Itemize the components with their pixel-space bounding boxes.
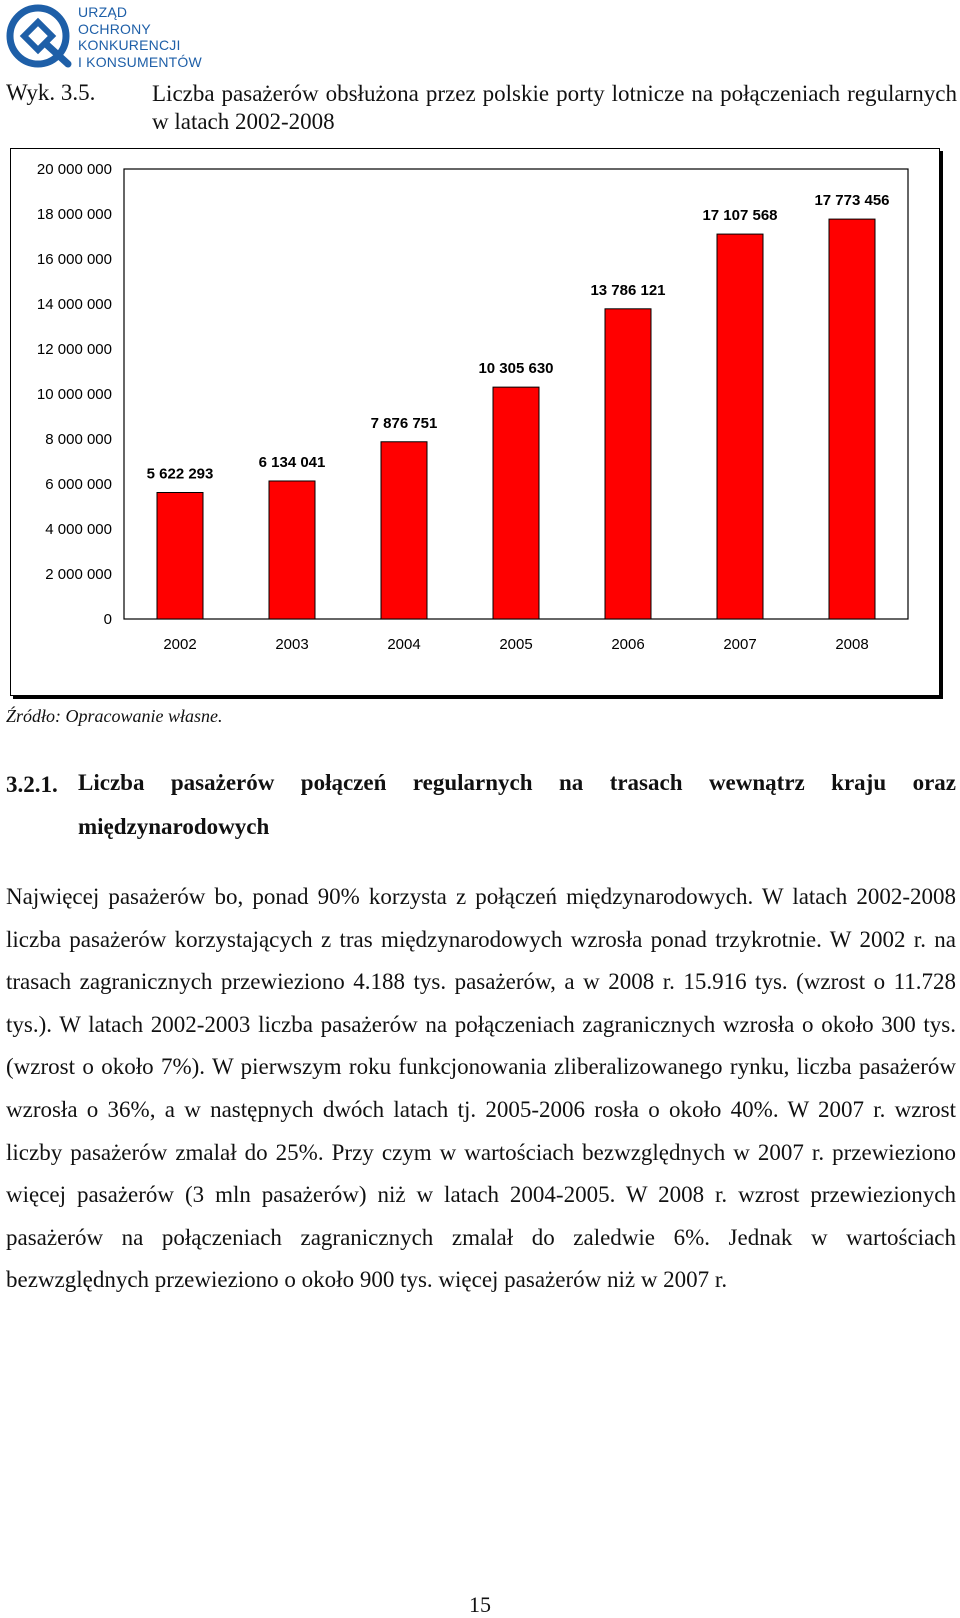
bar (717, 234, 763, 619)
bar (269, 481, 315, 619)
bar (829, 219, 875, 619)
page-number: 15 (469, 1592, 491, 1617)
y-tick-label: 6 000 000 (45, 476, 112, 493)
x-tick-label: 2007 (723, 636, 757, 653)
logo-line: I KONSUMENTÓW (78, 53, 202, 70)
bar (605, 309, 651, 619)
section-number: 3.2.1. (6, 772, 58, 797)
x-tick-label: 2002 (163, 636, 197, 653)
section-title: Liczba pasażerów połączeń regularnych na trasach wewnątrz kraju oraz międzynarodowych (78, 770, 956, 839)
uokik-logo (6, 2, 216, 70)
y-tick-label: 4 000 000 (45, 521, 112, 538)
logo-line: URZĄD (78, 4, 128, 20)
bar (157, 492, 203, 619)
y-tick-label: 20 000 000 (36, 161, 112, 178)
y-tick-label: 18 000 000 (36, 206, 112, 223)
data-label: 10 305 630 (478, 360, 554, 378)
data-label: 5 622 293 (146, 465, 214, 483)
x-tick-label: 2004 (387, 636, 421, 653)
y-tick-label: 0 (103, 611, 112, 628)
logo-text (78, 4, 202, 70)
bar (381, 442, 427, 619)
body-paragraph: Najwięcej pasażerów bo, ponad 90% korzysta z połączeń międzynarodowych. W latach 2002-2008 liczba pasażerów korzystających z tras międzynarodowych wzrosła ponad trzykrotnie. W 2002 r. na trasach zagranicznych przewieziono 4.188 tys. pasażerów, a w 2008 r. 15.916 tys. (wzrost o 11.728 tys.). W latach 2002-2003 liczba pasażerów na połączeniach zagranicznych wzrosła o około 300 tys. (wzrost o około 7%). W pierwszym roku funkcjonowania zliberalizowanego rynku, liczba pasażerów wzrosła o 36%, a w następnych dwóch latach tj. 2005-2006 rosła o około 40%. W 2007 r. wzrost liczby pasażerów zmalał do 25%. Przy czym w wartościach bezwzględnych w 2007 r. przewieziono więcej pasażerów (3 mln pasażerów) niż w latach 2004-2005. W 2008 r. wzrost przewiezionych pasażerów na połączeniach zagranicznych zmalał do zaledwie 6%. Jednak w wartościach bezwzględnych przewieziono o około 900 tys. więcej pasażerów niż w 2007 r. (6, 884, 956, 1293)
data-label: 7 876 751 (370, 414, 438, 432)
data-label: 6 134 041 (258, 453, 326, 471)
y-tick-label: 8 000 000 (45, 431, 112, 448)
data-label: 17 107 568 (702, 207, 778, 225)
x-tick-label: 2005 (499, 636, 533, 653)
y-tick-label: 10 000 000 (36, 386, 112, 403)
data-label: 13 786 121 (590, 281, 666, 299)
data-label: 17 773 456 (814, 192, 890, 210)
x-tick-label: 2008 (835, 636, 869, 653)
logo-emblem-icon (6, 2, 76, 70)
bar (493, 387, 539, 619)
y-tick-label: 16 000 000 (36, 251, 112, 268)
x-tick-label: 2006 (611, 636, 645, 653)
logo-line: KONKURENCJI (78, 37, 181, 53)
y-tick-label: 14 000 000 (36, 296, 112, 313)
logo-line: OCHRONY (78, 20, 151, 37)
x-tick-label: 2003 (275, 636, 309, 653)
chart-frame (10, 148, 940, 696)
source-note: Źródło: Opracowanie własne. (6, 706, 223, 726)
figure-title: Liczba pasażerów obsłużona przez polskie porty lotnicze na połączeniach regularnych w latach 2002-2008 (152, 81, 957, 134)
bar-chart (11, 149, 938, 694)
y-tick-label: 2 000 000 (45, 566, 112, 583)
figure-label: Wyk. 3.5. (6, 80, 96, 105)
y-tick-label: 12 000 000 (36, 341, 112, 358)
